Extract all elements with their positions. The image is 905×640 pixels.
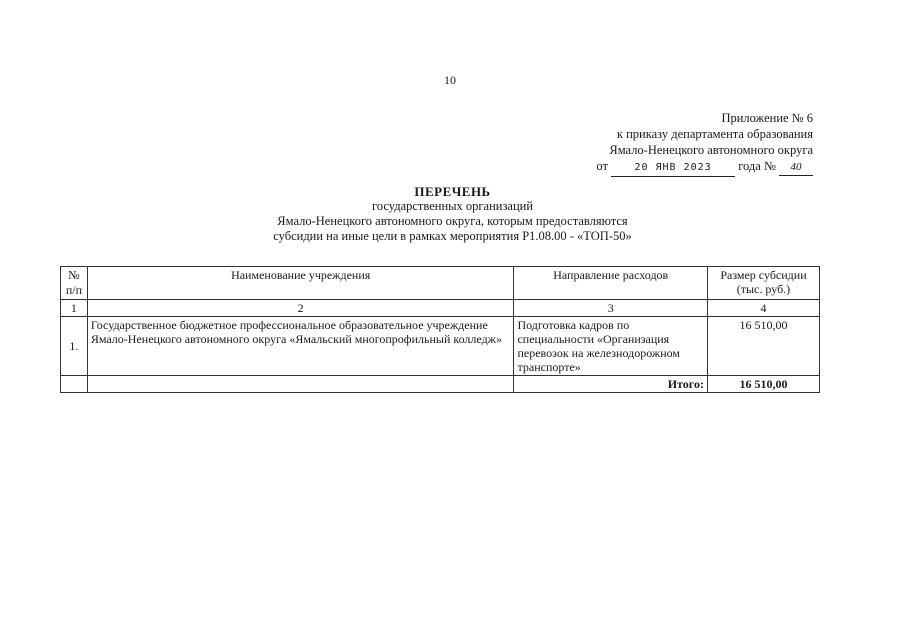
row-amount: 16 510,00 bbox=[707, 317, 819, 376]
total-empty-cell bbox=[87, 376, 514, 393]
header-amount-title: Размер субсидии bbox=[720, 268, 807, 282]
appendix-title: Приложение № 6 bbox=[721, 111, 813, 125]
appendix-header bbox=[596, 110, 813, 177]
order-number: 40 bbox=[779, 159, 813, 176]
title-subtitle-1: государственных организаций bbox=[371, 199, 534, 213]
column-number-row bbox=[61, 300, 820, 317]
row-number: 1. bbox=[61, 317, 88, 376]
row-organization-name: Государственное бюджетное профессиональное образовательное учреждение Ямало-Ненецкого автономного округа «Ямальский многопрофильный колледж» bbox=[87, 317, 514, 376]
table-row bbox=[61, 317, 820, 376]
title-subtitle-3: субсидии на иные цели в рамках мероприятия Р1.08.00 - «ТОП-50» bbox=[273, 229, 632, 243]
appendix-region: Ямало-Ненецкого автономного округа bbox=[609, 143, 813, 157]
header-amount-unit: (тыс. руб.) bbox=[736, 282, 791, 296]
column-number: 1 bbox=[61, 300, 88, 317]
organizations-table bbox=[60, 266, 820, 393]
appendix-date-line bbox=[596, 158, 813, 177]
header-direction: Направление расходов bbox=[514, 267, 707, 300]
row-expense-direction: Подготовка кадров по специальности «Организация перевозок на железнодорожном транспорте» bbox=[514, 317, 707, 376]
header-num bbox=[61, 267, 88, 300]
title-subtitle-2: Ямало-Ненецкого автономного округа, которым предоставляются bbox=[277, 214, 628, 228]
date-stamp: 20 ЯНВ 2023 bbox=[611, 160, 735, 177]
header-name: Наименование учреждения bbox=[87, 267, 514, 300]
document-title-block bbox=[0, 184, 905, 244]
year-suffix: года № bbox=[738, 159, 776, 173]
appendix-order-ref: к приказу департамента образования bbox=[616, 127, 813, 141]
total-label: Итого: bbox=[514, 376, 707, 393]
total-value: 16 510,00 bbox=[707, 376, 819, 393]
total-empty-cell bbox=[61, 376, 88, 393]
date-prefix: от bbox=[596, 159, 608, 173]
header-amount bbox=[707, 267, 819, 300]
page-number: 10 bbox=[444, 73, 456, 87]
document-title: ПЕРЕЧЕНЬ bbox=[414, 184, 491, 199]
header-num-symbol: № bbox=[68, 268, 80, 282]
total-row bbox=[61, 376, 820, 393]
header-num-label: п/п bbox=[65, 283, 83, 297]
column-number: 2 bbox=[87, 300, 514, 317]
table-header-row bbox=[61, 267, 820, 300]
column-number: 3 bbox=[514, 300, 707, 317]
column-number: 4 bbox=[707, 300, 819, 317]
